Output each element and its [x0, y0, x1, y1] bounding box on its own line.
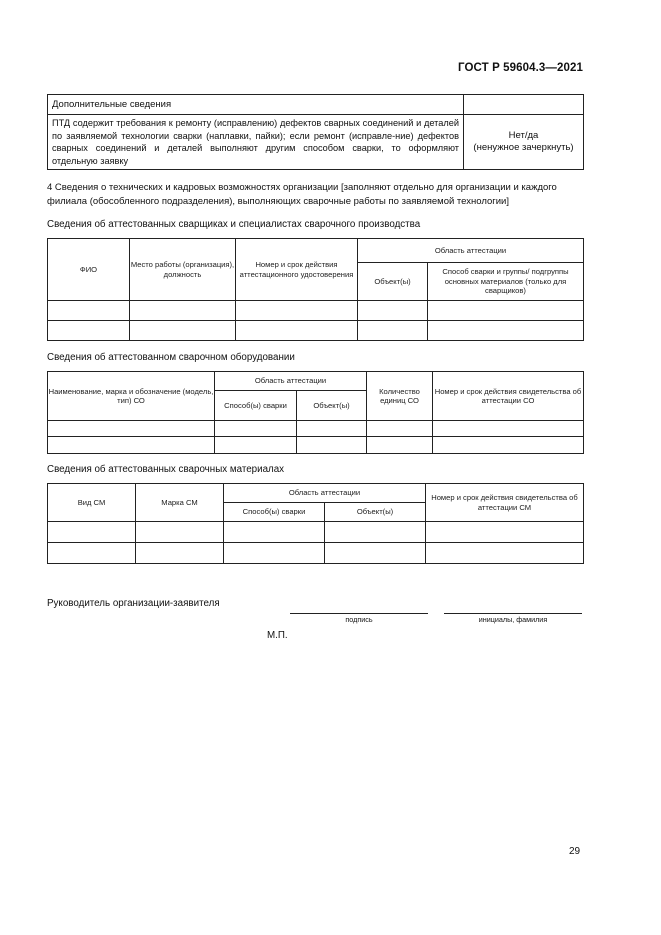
table-row — [48, 522, 584, 543]
welders-col-fio: ФИО — [48, 239, 130, 301]
equipment-col-name: Наименование, марка и обозначение (модель, тип) СО — [48, 372, 215, 421]
additional-info-answer — [464, 115, 584, 170]
table-row — [48, 437, 584, 454]
table-row — [48, 321, 584, 341]
answer-line-2: (ненужное зачеркнуть) — [473, 142, 574, 153]
standard-designation: ГОСТ Р 59604.3—2021 — [458, 62, 583, 74]
welders-col-workplace: Место работы (организация), должность — [130, 239, 236, 301]
welders-col-certificate: Номер и срок действия аттестационного удостоверения — [236, 239, 358, 301]
welders-section-title: Сведения об аттестованных сварщиках и специалистах сварочного производства — [47, 219, 421, 230]
additional-info-title: Дополнительные сведения — [48, 95, 464, 115]
name-caption: инициалы, фамилия — [478, 615, 548, 624]
materials-col-objects: Объект(ы) — [325, 503, 426, 522]
head-of-organization-label: Руководитель организации-заявителя — [47, 598, 220, 609]
materials-col-certificate: Номер и срок действия свидетельства об аттестации СМ — [426, 484, 584, 522]
section-4-paragraph: 4 Сведения о технических и кадровых возможностях организации [заполняют отдельно для организации и каждого филиала (обособленного подразделения), выполняющих сварочные работы по заявляемой технологии] — [47, 182, 557, 207]
welders-col-methods: Способ сварки и группы/ подгруппы основных материалов (только для сварщиков) — [428, 263, 584, 301]
materials-section-title: Сведения об аттестованных сварочных материалах — [47, 464, 285, 475]
page-number: 29 — [569, 846, 581, 857]
equipment-col-certificate: Номер и срок действия свидетельства об аттестации СО — [433, 372, 584, 421]
equipment-table — [47, 371, 584, 454]
additional-info-table — [47, 94, 584, 170]
materials-col-scope: Область аттестации — [224, 484, 426, 503]
materials-col-methods: Способ(ы) сварки — [224, 503, 325, 522]
welders-col-scope: Область аттестации — [358, 239, 584, 263]
additional-info-text: ПТД содержит требования к ремонту (исправлению) дефектов сварных соединений и деталей по заявляемой технологии сварки (наплавки, пайки); если ремонт (исправле-ние) дефектов сварных соединений и деталей выполняют другим способом сварки, то оформляют отдельную заявку — [48, 115, 464, 170]
table-row — [48, 301, 584, 321]
equipment-col-methods: Способ(ы) сварки — [215, 391, 297, 421]
additional-info-empty-cell — [464, 95, 584, 115]
materials-col-type: Вид СМ — [48, 484, 136, 522]
name-line — [444, 613, 582, 614]
welders-col-objects: Объект(ы) — [358, 263, 428, 301]
equipment-col-scope: Область аттестации — [215, 372, 367, 391]
stamp-place: М.П. — [267, 630, 288, 641]
answer-line-1: Нет/да — [508, 130, 539, 141]
table-row — [48, 421, 584, 437]
table-row — [48, 543, 584, 564]
equipment-section-title: Сведения об аттестованном сварочном оборудовании — [47, 352, 295, 363]
materials-table — [47, 483, 584, 564]
signature-caption: подпись — [345, 615, 373, 624]
equipment-col-quantity: Количество единиц СО — [367, 372, 433, 421]
materials-col-brand: Марка СМ — [136, 484, 224, 522]
welders-table — [47, 238, 584, 341]
equipment-col-objects: Объект(ы) — [297, 391, 367, 421]
signature-line — [290, 613, 428, 614]
